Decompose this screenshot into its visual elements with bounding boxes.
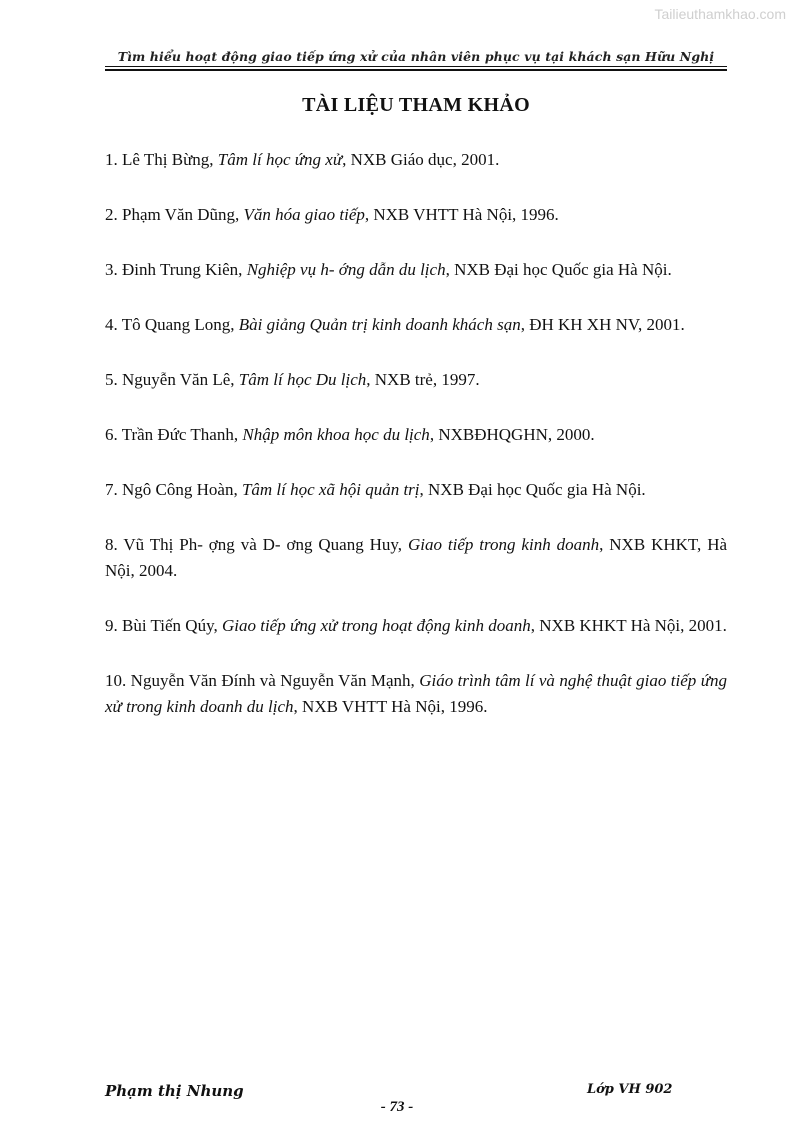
header-rule-thick (105, 69, 727, 71)
reference-item: 7. Ngô Công Hoàn, Tâm lí học xã hội quản trị, NXB Đại học Quốc gia Hà Nội. (105, 480, 646, 499)
reference-item: 2. Phạm Văn Dũng, Văn hóa giao tiếp, NXB VHTT Hà Nội, 1996. (105, 205, 559, 224)
page-number: - 73 - (380, 1099, 414, 1115)
reference-item: 10. Nguyễn Văn Đính và Nguyễn Văn Mạnh, Giáo trình tâm lí và nghệ thuật giao tiếp ứng xử trong kinh doanh du lịch, NXB VHTT Hà Nội, 1996. (105, 671, 727, 716)
reference-item: 4. Tô Quang Long, Bài giảng Quản trị kinh doanh khách sạn, ĐH KH XH NV, 2001. (105, 315, 685, 334)
reference-item: 3. Đinh Trung Kiên, Nghiệp vụ h- ớng dẫn du lịch, NXB Đại học Quốc gia Hà Nội. (105, 260, 672, 279)
page-title: TÀI LIỆU THAM KHẢO (302, 94, 530, 116)
reference-item: 6. Trần Đức Thanh, Nhập môn khoa học du lịch, NXBĐHQGHN, 2000. (105, 425, 595, 444)
running-header: Tìm hiểu hoạt động giao tiếp ứng xử của nhân viên phục vụ tại khách sạn Hữu Nghị (117, 49, 715, 64)
reference-item: 5. Nguyễn Văn Lê, Tâm lí học Du lịch, NXB trẻ, 1997. (105, 370, 480, 389)
header-rule-thin (105, 66, 727, 67)
reference-item: 1. Lê Thị Bừng, Tâm lí học ứng xử, NXB Giáo dục, 2001. (105, 150, 500, 169)
reference-item: 9. Bùi Tiến Qúy, Giao tiếp ứng xử trong hoạt động kinh doanh, NXB KHKT Hà Nội, 2001. (105, 616, 727, 635)
reference-list (105, 147, 727, 749)
reference-item: 8. Vũ Thị Ph- ợng và D- ơng Quang Huy, Giao tiếp trong kinh doanh, NXB KHKT, Hà Nội, 2004. (105, 535, 728, 580)
footer-class: Lớp VH 902 (587, 1082, 673, 1097)
footer-author: Phạm thị Nhung (105, 1082, 244, 1100)
watermark: Tailieuthamkhao.com (654, 6, 786, 22)
